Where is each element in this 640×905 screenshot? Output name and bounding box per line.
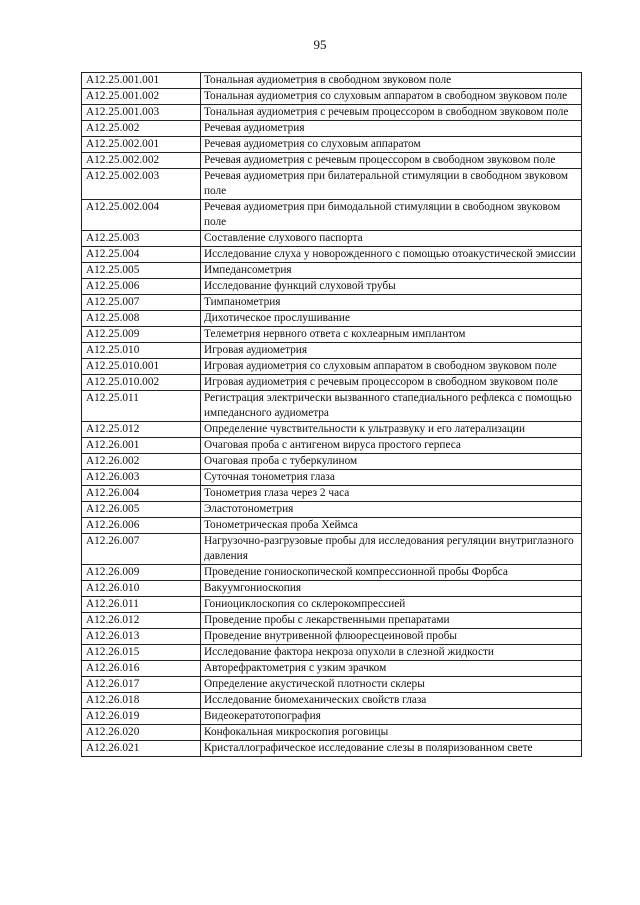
table-row (82, 153, 582, 169)
service-name-cell: Исследование слуха у новорожденного с помощью отоакустической эмиссии (201, 247, 582, 263)
service-code-cell: A12.26.012 (82, 613, 201, 629)
service-name-cell: Игровая аудиометрия (201, 343, 582, 359)
table-row (82, 502, 582, 518)
service-code-cell: A12.25.012 (82, 422, 201, 438)
service-name-cell: Импедансометрия (201, 263, 582, 279)
service-code-cell: A12.25.010.001 (82, 359, 201, 375)
table-row (82, 311, 582, 327)
service-name-cell: Определение акустической плотности склеры (201, 677, 582, 693)
table-row (82, 137, 582, 153)
table-row (82, 613, 582, 629)
service-name-cell: Проведение внутривенной флюоресцеиновой пробы (201, 629, 582, 645)
service-name-cell: Речевая аудиометрия при бимодальной стимуляции в свободном звуковом поле (201, 200, 582, 231)
table-row (82, 677, 582, 693)
table-row (82, 247, 582, 263)
service-code-cell: A12.26.020 (82, 725, 201, 741)
service-code-cell: A12.25.011 (82, 391, 201, 422)
service-code-cell: A12.26.021 (82, 741, 201, 757)
service-name-cell: Исследование фактора некроза опухоли в слезной жидкости (201, 645, 582, 661)
table-row (82, 73, 582, 89)
table-row (82, 565, 582, 581)
table-body (82, 73, 582, 757)
service-code-cell: A12.25.010.002 (82, 375, 201, 391)
table-row (82, 486, 582, 502)
service-name-cell: Тональная аудиометрия с речевым процессором в свободном звуковом поле (201, 105, 582, 121)
service-code-cell: A12.25.003 (82, 231, 201, 247)
table-row (82, 693, 582, 709)
service-code-cell: A12.26.004 (82, 486, 201, 502)
service-name-cell: Тонометрическая проба Хеймса (201, 518, 582, 534)
service-code-cell: A12.25.009 (82, 327, 201, 343)
service-code-cell: A12.26.002 (82, 454, 201, 470)
service-code-cell: A12.26.013 (82, 629, 201, 645)
service-code-cell: A12.25.005 (82, 263, 201, 279)
table-row (82, 454, 582, 470)
table-row (82, 200, 582, 231)
service-name-cell: Очаговая проба с антигеном вируса простого герпеса (201, 438, 582, 454)
service-name-cell: Нагрузочно-разгрузовые пробы для исследования регуляции внутриглазного давления (201, 534, 582, 565)
service-name-cell: Определение чувствительности к ультразвуку и его латерализации (201, 422, 582, 438)
table-row (82, 629, 582, 645)
table-row (82, 709, 582, 725)
table-row (82, 645, 582, 661)
service-name-cell: Тональная аудиометрия со слуховым аппаратом в свободном звуковом поле (201, 89, 582, 105)
service-name-cell: Тональная аудиометрия в свободном звуковом поле (201, 73, 582, 89)
service-name-cell: Конфокальная микроскопия роговицы (201, 725, 582, 741)
service-name-cell: Гониоциклоскопия со склерокомпрессией (201, 597, 582, 613)
service-name-cell: Речевая аудиометрия (201, 121, 582, 137)
service-name-cell: Речевая аудиометрия с речевым процессором в свободном звуковом поле (201, 153, 582, 169)
service-code-cell: A12.25.001.001 (82, 73, 201, 89)
table-row (82, 327, 582, 343)
service-code-cell: A12.26.015 (82, 645, 201, 661)
service-name-cell: Проведение пробы с лекарственными препаратами (201, 613, 582, 629)
service-code-cell: A12.26.006 (82, 518, 201, 534)
table-row (82, 279, 582, 295)
service-code-cell: A12.25.010 (82, 343, 201, 359)
service-name-cell: Составление слухового паспорта (201, 231, 582, 247)
table-row (82, 359, 582, 375)
service-code-cell: A12.25.002.001 (82, 137, 201, 153)
service-name-cell: Тонометрия глаза через 2 часа (201, 486, 582, 502)
table-row (82, 343, 582, 359)
service-code-cell: A12.26.018 (82, 693, 201, 709)
service-code-cell: A12.26.019 (82, 709, 201, 725)
service-name-cell: Речевая аудиометрия при билатеральной стимуляции в свободном звуковом поле (201, 169, 582, 200)
service-name-cell: Вакуумгониоскопия (201, 581, 582, 597)
service-code-cell: A12.25.001.002 (82, 89, 201, 105)
service-name-cell: Тимпанометрия (201, 295, 582, 311)
table-row (82, 89, 582, 105)
service-code-cell: A12.26.016 (82, 661, 201, 677)
table-row (82, 422, 582, 438)
table-row (82, 597, 582, 613)
service-name-cell: Регистрация электрически вызванного стапедиального рефлекса с помощью импедансного аудиометра (201, 391, 582, 422)
service-name-cell: Исследование биомеханических свойств глаза (201, 693, 582, 709)
table-row (82, 661, 582, 677)
table-row (82, 518, 582, 534)
service-code-cell: A12.26.001 (82, 438, 201, 454)
table-row (82, 725, 582, 741)
service-name-cell: Телеметрия нервного ответа с кохлеарным имплантом (201, 327, 582, 343)
service-code-cell: A12.26.010 (82, 581, 201, 597)
service-code-cell: A12.25.007 (82, 295, 201, 311)
service-code-cell: A12.25.001.003 (82, 105, 201, 121)
service-code-cell: A12.25.002.004 (82, 200, 201, 231)
service-codes-table (81, 72, 582, 757)
service-code-cell: A12.26.011 (82, 597, 201, 613)
service-name-cell: Игровая аудиометрия с речевым процессором в свободном звуковом поле (201, 375, 582, 391)
service-name-cell: Эластотонометрия (201, 502, 582, 518)
service-name-cell: Суточная тонометрия глаза (201, 470, 582, 486)
table-row (82, 741, 582, 757)
service-code-cell: A12.26.007 (82, 534, 201, 565)
table-row (82, 169, 582, 200)
page-number: 95 (313, 37, 327, 52)
service-code-cell: A12.25.004 (82, 247, 201, 263)
table-row (82, 470, 582, 486)
service-code-cell: A12.26.009 (82, 565, 201, 581)
table-row (82, 231, 582, 247)
service-code-cell: A12.25.002 (82, 121, 201, 137)
table-row (82, 375, 582, 391)
service-name-cell: Очаговая проба с туберкулином (201, 454, 582, 470)
service-name-cell: Игровая аудиометрия со слуховым аппаратом в свободном звуковом поле (201, 359, 582, 375)
service-name-cell: Исследование функций слуховой трубы (201, 279, 582, 295)
service-code-cell: A12.26.003 (82, 470, 201, 486)
service-code-cell: A12.26.005 (82, 502, 201, 518)
table-row (82, 581, 582, 597)
service-code-cell: A12.26.017 (82, 677, 201, 693)
service-code-cell: A12.25.006 (82, 279, 201, 295)
service-name-cell: Видеокератотопография (201, 709, 582, 725)
service-name-cell: Дихотическое прослушивание (201, 311, 582, 327)
table-row (82, 391, 582, 422)
table-row (82, 534, 582, 565)
table-row (82, 438, 582, 454)
table-row (82, 121, 582, 137)
service-code-cell: A12.25.002.002 (82, 153, 201, 169)
service-name-cell: Речевая аудиометрия со слуховым аппаратом (201, 137, 582, 153)
table-row (82, 263, 582, 279)
service-code-cell: A12.25.002.003 (82, 169, 201, 200)
service-name-cell: Проведение гониоскопической компрессионной пробы Форбса (201, 565, 582, 581)
service-name-cell: Авторефрактометрия с узким зрачком (201, 661, 582, 677)
service-name-cell: Кристаллографическое исследование слезы в поляризованном свете (201, 741, 582, 757)
table-row (82, 105, 582, 121)
service-code-cell: A12.25.008 (82, 311, 201, 327)
table-row (82, 295, 582, 311)
